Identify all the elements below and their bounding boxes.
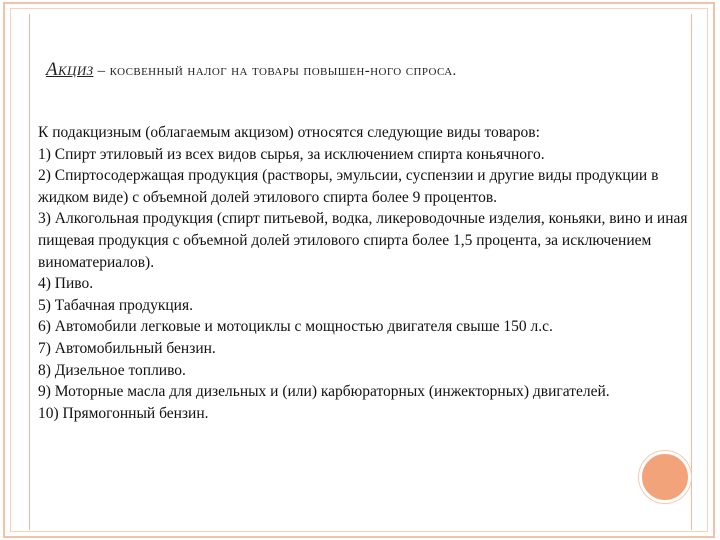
list-item: 8) Дизельное топливо.: [38, 361, 186, 379]
slide-body: [38, 122, 688, 424]
slide-title: [46, 55, 646, 86]
list-item: 4) Пиво.: [38, 275, 94, 293]
list-item: 6) Автомобили легковые и мотоциклы с мощностью двигателя свыше 150 л.с.: [38, 318, 553, 336]
title-term: Акциз: [46, 59, 94, 80]
list-item: 3) Алкогольная продукция (спирт питьевой, водка, ликероводочные изделия, коньяки, вино и иная пищевая продукция с объемной долей этилового спирта более 1,5 процента, за исключением виноматериалов).: [38, 210, 688, 271]
title-definition: – косвенный налог на товары повышен-ного спроса.: [93, 63, 457, 79]
intro-text: К подакцизным (облагаемым акцизом) относятся следующие виды товаров:: [38, 124, 540, 141]
left-vertical-rule: [29, 14, 30, 530]
list-item: 9) Моторные масла для дизельных и (или) карбюраторных (инжекторных) двигателей.: [38, 383, 610, 401]
right-vertical-rule: [691, 14, 692, 530]
list-item: 2) Спиртосодержащая продукция (растворы, эмульсии, суспензии и другие виды продукции в жидком виде) с объемной долей этилового спирта более 9 процентов.: [38, 167, 659, 206]
list-item: 1) Спирт этиловый из всех видов сырья, за исключением спирта коньячного.: [38, 145, 545, 163]
decorative-circle: [639, 451, 691, 503]
list-item: 7) Автомобильный бензин.: [38, 339, 216, 357]
list-item: 10) Прямогонный бензин.: [38, 404, 209, 422]
list-item: 5) Табачная продукция.: [38, 296, 193, 314]
